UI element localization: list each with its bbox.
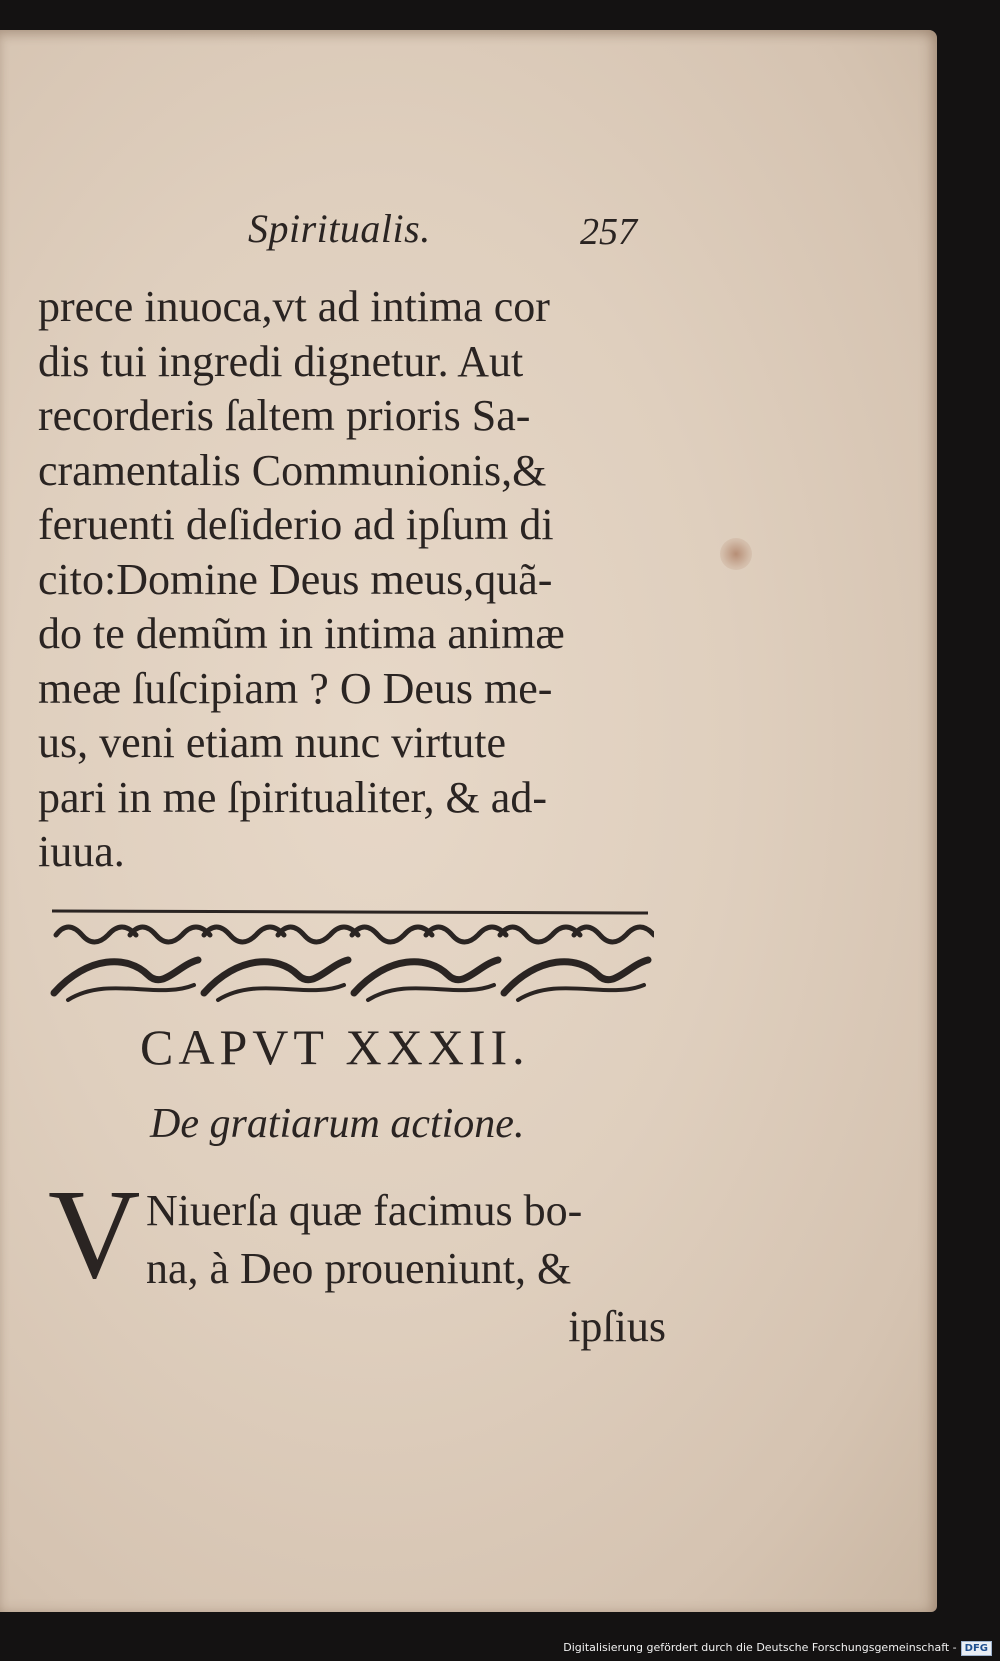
chapter-subtitle: De gratiarum actione.	[150, 1101, 525, 1147]
text-line: us, veni etiam nunc virtute	[38, 718, 506, 767]
paper-stain	[720, 538, 752, 570]
digitization-credit	[563, 1641, 992, 1656]
catchword: ipſius	[568, 1302, 666, 1351]
chapter-title: CAPVT XXXII.	[140, 1019, 530, 1075]
text-line: feruenti deſiderio ad ipſum di	[38, 500, 554, 549]
text-line: cito:Domine Deus meus,quã-	[38, 554, 553, 604]
text-line: meæ ſuſcipiam ? O Deus me-	[38, 663, 553, 713]
text-line: iuua.	[38, 827, 125, 876]
text-line: cramentalis Communionis,&	[38, 445, 547, 495]
text-line: na, à Deo proueniunt, &	[146, 1244, 572, 1293]
text-line: Niuerſa quæ facimus bo-	[146, 1186, 583, 1235]
text-line: recorderis ſaltem prioris Sa-	[38, 391, 531, 440]
page-number: 257	[580, 211, 637, 253]
ornamental-border	[48, 905, 654, 1005]
running-head: Spiritualis.	[248, 206, 431, 251]
text-line: prece inuoca,vt ad intima cor	[38, 282, 550, 331]
text-line: pari in me ſpiritualiter, & ad-	[38, 772, 547, 822]
paragraph-text	[146, 1182, 666, 1356]
text-line: do te demũm in intima animæ	[38, 609, 565, 658]
dfg-logo: DFG	[961, 1641, 992, 1656]
drop-cap: V	[48, 1163, 141, 1305]
body-text	[38, 280, 658, 880]
text-line: dis tui ingredi dignetur. Aut	[38, 336, 524, 386]
credit-text: Digitalisierung gefördert durch die Deutsche Forschungsgemeinschaft -	[563, 1641, 957, 1654]
